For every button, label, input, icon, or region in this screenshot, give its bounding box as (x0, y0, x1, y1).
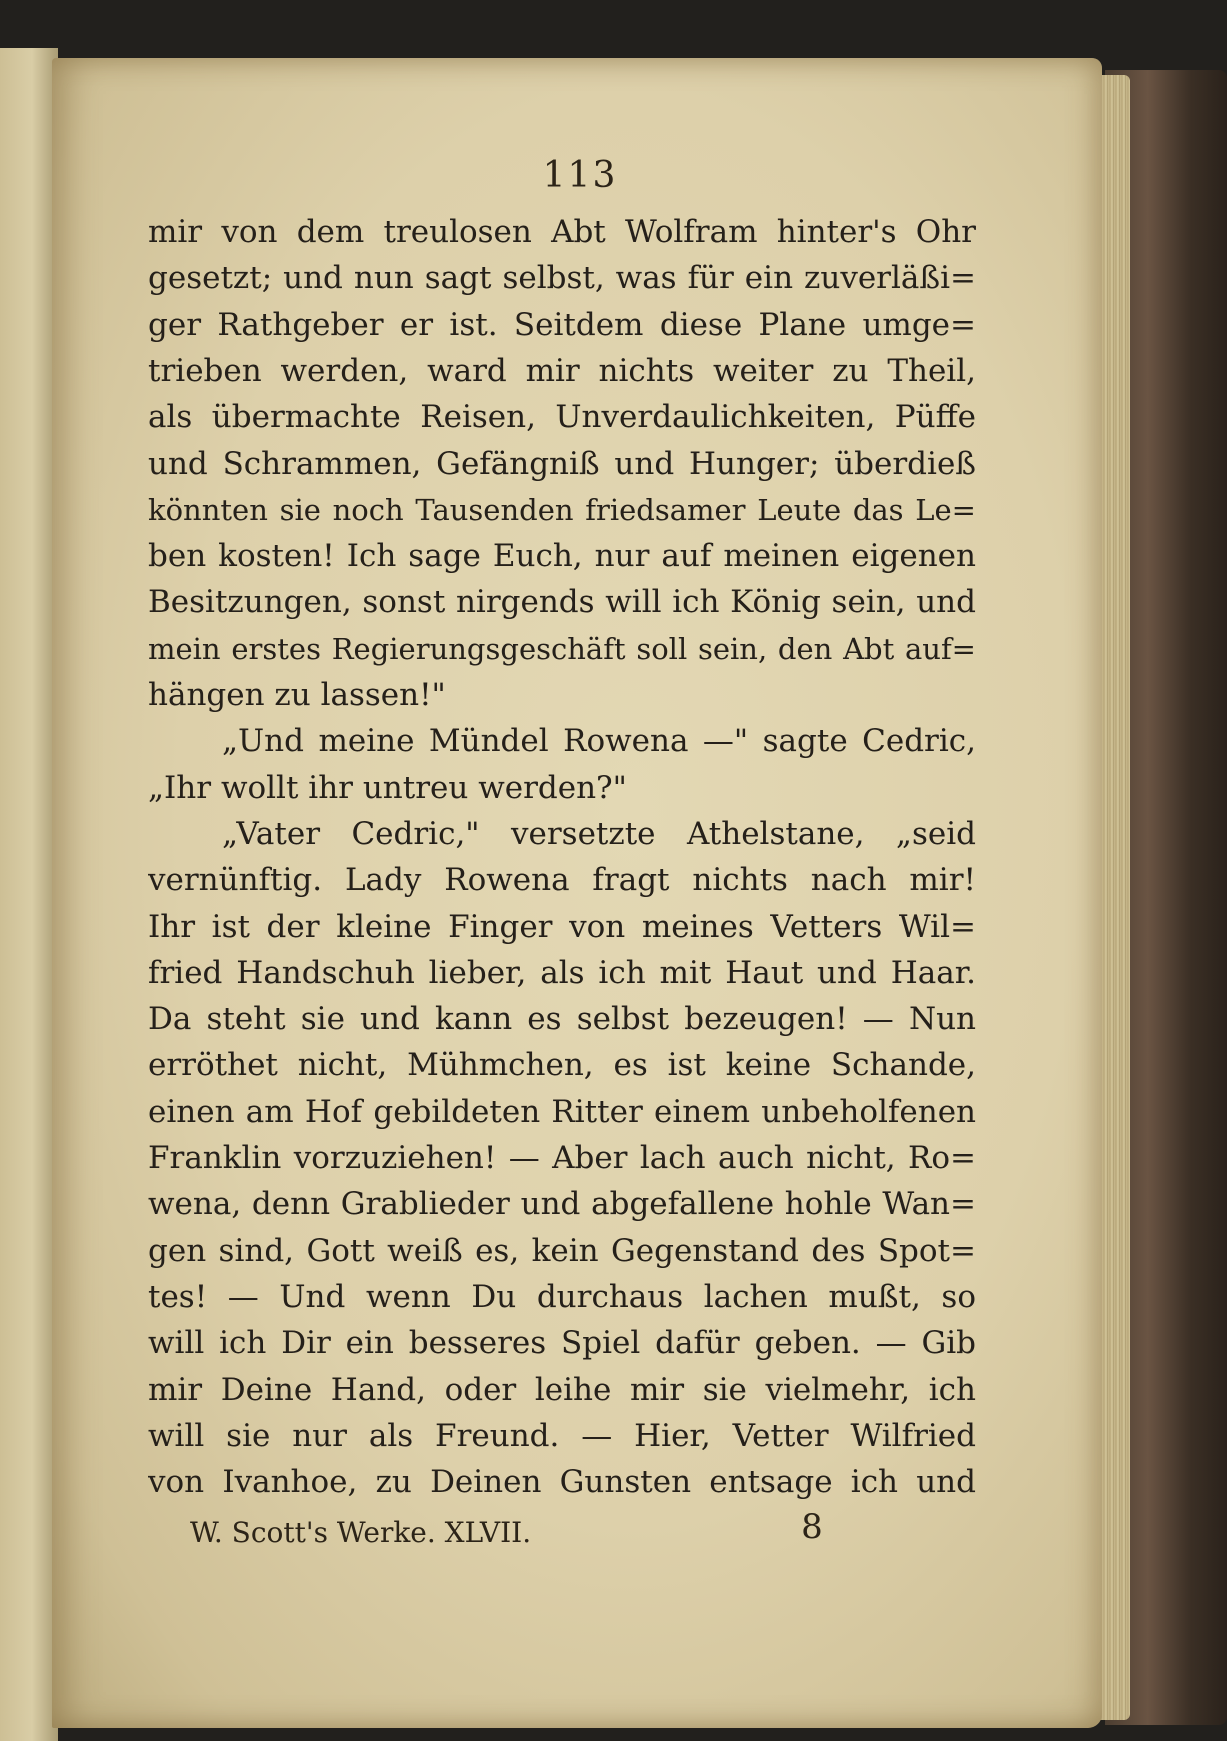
text-line: könnten sie noch Tausenden friedsamer Leute das Le= (148, 492, 976, 527)
page-number: 113 (542, 155, 618, 196)
text-line: will sie nur als Freund. — Hier, Vetter Wilfried (148, 1417, 976, 1454)
footer-sheet-number: 8 (801, 1507, 823, 1547)
text-line: mein erstes Regierungsgeschäft soll sein, den Abt auf= (148, 631, 976, 666)
text-line: ger Rathgeber er ist. Seitdem diese Plane umge= (148, 306, 976, 343)
previous-page-edge (0, 48, 58, 1741)
text-line: wena, denn Grablieder und abgefallene hohle Wan= (148, 1186, 976, 1223)
text-line: mir Deine Hand, oder leihe mir sie vielmehr, ich (148, 1371, 976, 1408)
text-line: vernünftig. Lady Rowena fragt nichts nach mir! (148, 862, 976, 899)
text-line: Besitzungen, sonst nirgends will ich König sein, und (148, 584, 976, 621)
text-line: hängen zu lassen!" (148, 677, 446, 713)
text-line: ben kosten! Ich sage Euch, nur auf meinen eigenen (148, 538, 976, 575)
text-line: einen am Hof gebildeten Ritter einem unbeholfenen (148, 1093, 976, 1130)
text-line: Da steht sie und kann es selbst bezeugen! — Nun (148, 1001, 976, 1038)
text-line: und Schrammen, Gefängniß und Hunger; überdieß (148, 445, 976, 482)
text-line: trieben werden, ward mir nichts weiter zu Theil, (148, 352, 976, 389)
text-line: Franklin vorzuziehen! — Aber lach auch nicht, Ro= (148, 1140, 976, 1176)
text-line: als übermachte Reisen, Unverdaulichkeiten, Püffe (148, 399, 976, 436)
text-line: gen sind, Gott weiß es, kein Gegenstand des Spot= (148, 1232, 976, 1269)
text-line: gesetzt; und nun sagt selbst, was für ein zuverläßi= (148, 260, 976, 297)
text-line: fried Handschuh lieber, als ich mit Haut und Haar. (148, 954, 976, 991)
text-line: „Ihr wollt ihr untreu werden?" (148, 769, 627, 806)
text-line: Ihr ist der kleine Finger von meines Vetters Wil= (148, 908, 976, 945)
text-line: „Vater Cedric," versetzte Athelstane, „seid (222, 815, 976, 852)
text-line: „Und meine Mündel Rowena —" sagte Cedric, (222, 723, 976, 760)
footer-signature: W. Scott's Werke. XLVII. (190, 1516, 532, 1549)
text-line: erröthet nicht, Mühmchen, es ist keine Schande, (148, 1047, 976, 1084)
text-line: will ich Dir ein besseres Spiel dafür geben. — Gib (148, 1325, 976, 1362)
text-line: mir von dem treulosen Abt Wolfram hinter's Ohr (148, 214, 976, 250)
text-line: von Ivanhoe, zu Deinen Gunsten entsage ich und (148, 1464, 976, 1501)
text-line: tes! — Und wenn Du durchaus lachen mußt, so (148, 1278, 976, 1315)
